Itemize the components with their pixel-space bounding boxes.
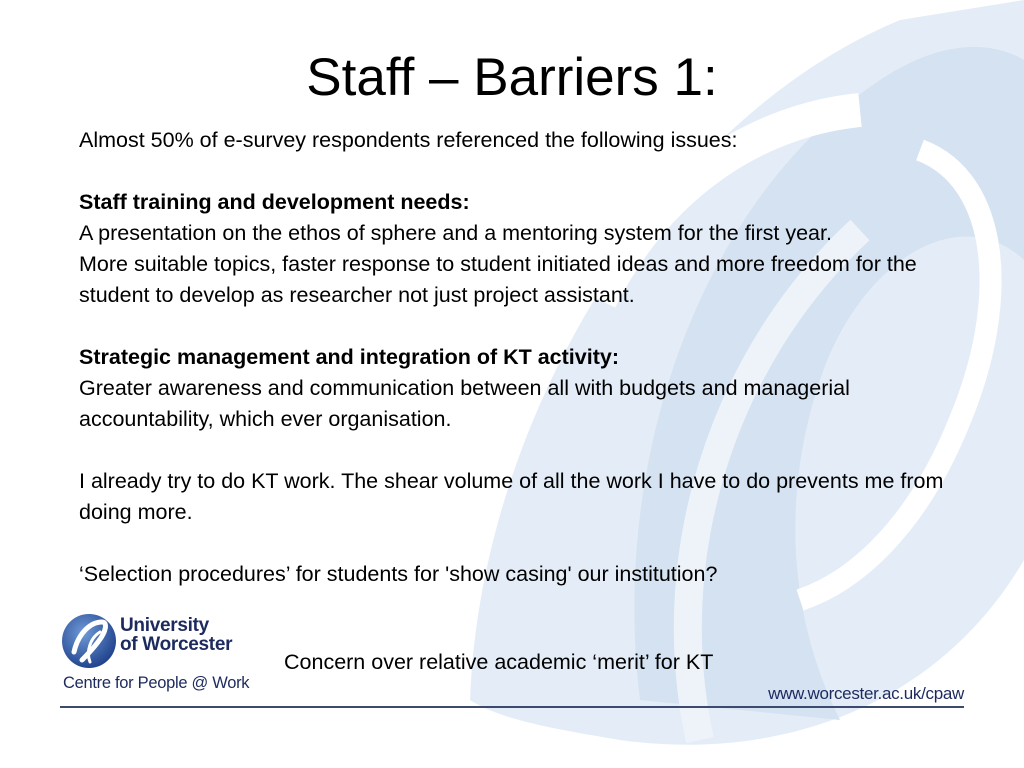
training-paragraph-2: More suitable topics, faster response to student initiated ideas and more freedom for the student to develop as researcher not just project assistant. xyxy=(79,252,917,307)
strategic-paragraph: Greater awareness and communication between all with budgets and managerial accountability, which ever organisation. xyxy=(79,376,850,431)
training-paragraph-1: A presentation on the ethos of sphere and a mentoring system for the first year. xyxy=(79,221,832,245)
selection-paragraph: ‘Selection procedures’ for students for 'show casing' our institution? xyxy=(79,562,718,586)
footer-url: www.worcester.ac.uk/cpaw xyxy=(768,684,964,703)
section-heading-training: Staff training and development needs: xyxy=(79,190,470,214)
footer-divider xyxy=(60,706,964,708)
closing-text: Concern over relative academic ‘merit’ for KT xyxy=(284,650,714,674)
section-heading-strategic: Strategic management and integration of KT activity: xyxy=(79,345,619,369)
logo-tagline: Centre for People @ Work xyxy=(63,674,250,692)
university-logo xyxy=(60,612,270,694)
logo-emblem-icon xyxy=(60,612,118,670)
body-text xyxy=(79,125,959,590)
intro-text: Almost 50% of e-survey respondents referenced the following issues: xyxy=(79,128,738,152)
logo-university-name: University of Worcester xyxy=(120,615,233,655)
kt-work-paragraph: I already try to do KT work. The shear volume of all the work I have to do prevents me from doing more. xyxy=(79,469,944,524)
slide-title: Staff – Barriers 1: xyxy=(306,48,718,107)
